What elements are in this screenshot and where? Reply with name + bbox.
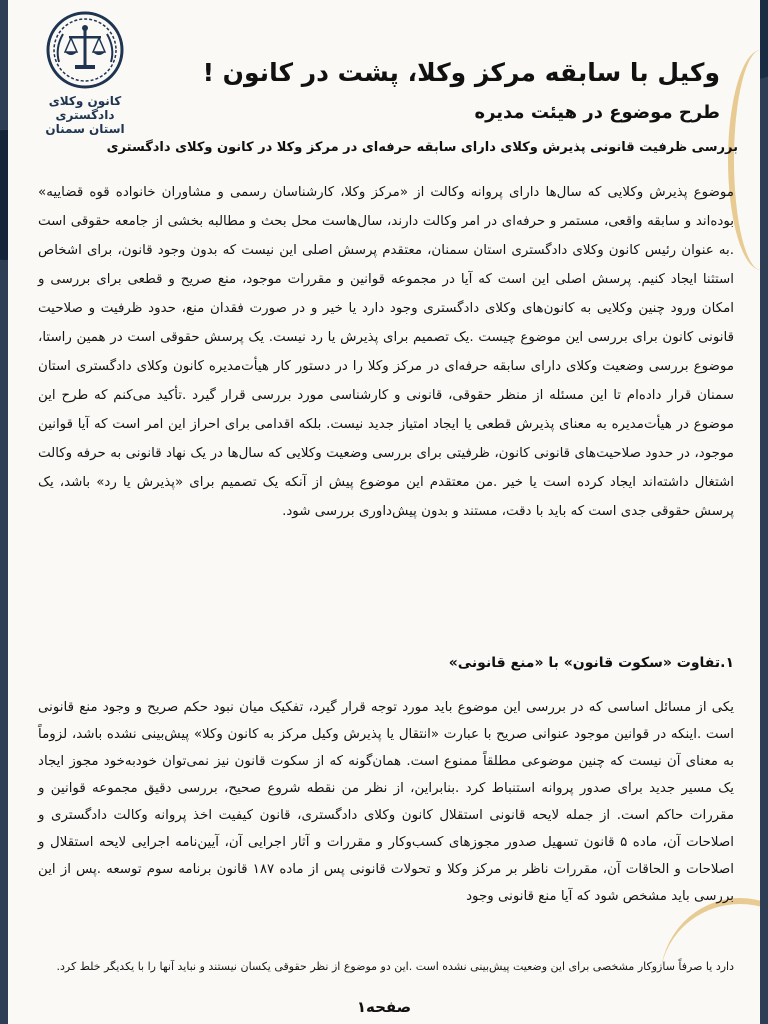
article-title: وکیل با سابقه مرکز وکلا، پشت در کانون !	[202, 58, 720, 87]
article-subtitle: طرح موضوع در هیئت مدیره	[474, 102, 720, 123]
article-lead: بررسی ظرفیت قانونی پذیرش وکلای دارای سابقه حرفه‌ای در مرکز وکلا در کانون وکلای دادگستری	[106, 140, 738, 155]
section-heading-1: ۱.تفاوت «سکوت قانون» با «منع قانونی»	[448, 655, 734, 671]
body-paragraph-2: یکی از مسائل اساسی که در بررسی این موضوع باید مورد توجه قرار گیرد، تفکیک میان نبود حکم صریح و وجود منع قانونی است .اینکه در قوانین موجود عنوانی صریح با عبارت «انتقال یا پذیرش وکیل مرکز به کانون وکلا» پیش‌بینی نشده باشد، لزوماً به معنای آن نیست که چنین موضوعی مطلقاً ممنوع است. همان‌گونه که از سکوت قانون نیز نمی‌توان خودبه‌خود مجوز ایجاد یک مسیر جدید برای صدور پروانه استنباط کرد .بنابراین، از نظر من نقطه شروع صحیح، بررسی دقیق مجموعه قوانین و مقررات حاکم است. از جمله لایحه قانونی استقلال کانون وکلای دادگستری، قانون کیفیت اخذ پروانه وکالت دادگستری و اصلاحات آن، ماده ۵ قانون تسهیل صدور مجوزهای کسب‌وکار و مقررات و آثار اجرایی آن، آیین‌نامه اجرایی لایحه استقلال و اصلاحات و الحاقات آن، مقررات ناظر بر مرکز وکلا و تحولات قانونی پس از ماده ۱۸۷ قانون برنامه سوم توسعه .پس از این بررسی باید مشخص شود که آیا منع قانونی وجود	[38, 700, 735, 904]
page-number: صفحه۱	[356, 998, 412, 1016]
bar-association-logo	[30, 10, 140, 136]
logo-city: استان سمنان	[45, 122, 125, 136]
logo-name: کانون وکلای دادگستری	[48, 94, 122, 122]
document-page	[8, 0, 760, 1024]
closing-text: دارد یا صرفاً سازوکار مشخصی برای این وضعیت پیش‌بینی نشده است .این دو موضوع از نظر حقوقی یکسان نیستند و نباید آنها را با یکدیگر خلط کرد.	[56, 960, 734, 973]
scales-of-justice-icon	[45, 10, 125, 90]
body-paragraph-1: موضوع پذیرش وکلایی که سال‌ها دارای پروانه وکالت از «مرکز وکلا، کارشناسان رسمی و مشاوران خانواده قوه قضاییه» بوده‌اند و سابقه واقعی، مستمر و حرفه‌ای در امر وکالت دارند، سال‌هاست محل بحث و مطالبه بخشی از جامعه حقوقی است .به عنوان رئیس کانون وکلای دادگستری استان سمنان، معتقدم پرسش اصلی این نیست که بدون وجود قانون، برای اشخاص استثنا ایجاد کنیم. پرسش اصلی این است که آیا در مجموعه قوانین و مقررات موجود، منع صریح و قطعی برای بررسی و امکان ورود چنین وکلایی به کانون‌های وکلای دادگستری وجود دارد یا خیر و در صورت فقدان منع، حدود ظرفیت و صلاحیت قانونی کانون برای بررسی این موضوع چیست .یک تصمیم برای پذیرش یا رد نیست. یک پرسش حقوقی است در همین راستا، موضوع بررسی وضعیت وکلای دارای سابقه حرفه‌ای در مرکز وکلا را در دستور کار هیأت‌مدیره کانون وکلای دادگستری استان سمنان قرار داده‌ام تا این مسئله از منظر حقوقی، قانونی و کارشناسی مورد بررسی قرار گیرد .تأکید می‌کنم که طرح این موضوع در هیأت‌مدیره به معنای پذیرش قطعی یا ایجاد امتیاز جدید نیست. بلکه اقدامی برای احراز این امر است که آیا قوانین موجود، در حدود صلاحیت‌های قانونی کانون، ظرفیتی برای بررسی وضعیت وکلایی که سال‌ها در یک نهاد قانونی به حرفه وکالت اشتغال داشته‌اند ایجاد کرده است یا خیر .من معتقدم این موضوع پیش از آنکه یک تصمیم برای «پذیرش یا رد» باشد، یک پرسش حقوقی جدی است که باید با دقت، مستند و بدون پیش‌داوری بررسی شود.	[38, 185, 734, 519]
